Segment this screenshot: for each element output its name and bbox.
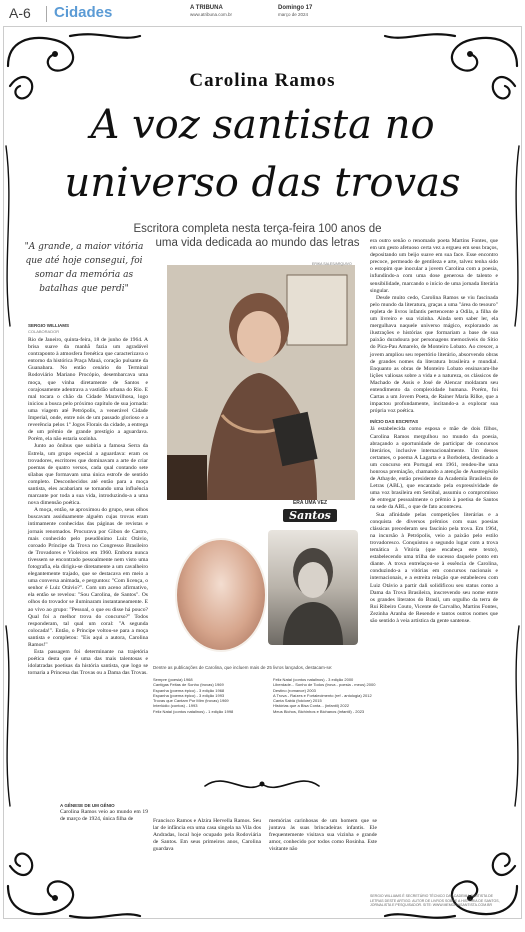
photo-caption: Dentre as publicações de Carolina, que incluem mais de 25 livros lançados, destacam-se: (153, 665, 333, 670)
badge-bottom: Santos (283, 509, 337, 522)
paragraph: Junto ao ônibus que subiria a famosa Serra da Estrela, um grupo especial a aguardava: eram os trovadores, escritores que dominavam a arte de criar poemas de quatro versos, cada qual contando sete sílabas que formavam uma única estrofe de sentido completo. Desconhecidos até então para a moça santista, eles acabariam se tornando uma influência marcante por toda a sua vida, introduzindo-a a uma nova dimensão poética. (28, 443, 148, 507)
paragraph: Sua afinidade pelas competições literárias e a conquista de diversos prêmios com suas poesias clássicas precederam seu fascínio pela trova. Em 1964, na incursão à Petrópolis, veio a paixão pelo estilo trovadoresco. Conquistou o segundo lugar com a trova temática à Vitória (que encabeça este texto), estabelecendo uma trilha de sucesso daquele ponto em diante. A trova entrelaçou-se à essência de Carolina, conduzindo-a a vitórias em concursos nacionais e internacionais, e a estreita relação que estabeleceu com Luiz Otávio a partir dali solidificou seu status como a Dama da Trova Brasileira, inscrevendo seu nome entre os grandes literatos do Brasil, um orgulho da terra de Rui Ribeiro Couto, Vicente de Carvalho, Martins Fontes, Zezinha Aranha de Resende e tantos outros nomes que são sentido à veia artística da gente santense. (370, 511, 498, 624)
work-item: Espanha (poema épico) - 3 edição 1993 (153, 692, 225, 698)
article-kicker: Carolina Ramos (189, 70, 336, 91)
issue-weekday: Domingo 17 (278, 5, 313, 11)
work-item: Sempre (poesia) 1968 (153, 677, 193, 682)
work-item: A Trova - Raízes e Fortalecimento (ref - antologia) 2012 (273, 692, 372, 698)
paragraph: Esta passagem foi determinante na trajetória poética desta que é uma das mais talentosas e idolatradas poetisas da história santista, que logo se tornaria a Princesa das Trovas ou a Dama das Trovas. (28, 649, 148, 677)
section-heading: INÍCIO DAS ESCRITAS (370, 419, 419, 425)
work-item: Trovas que Cantam Por Mim (trovas) 1969 (153, 698, 229, 704)
paragraph: memórias carinhosas de um homem que se juntava às suas brincadeiras infantis. Ele frequentemente visitava sua vizinha e grande amor, conhecido por todos como Rosinha. Este visitante não (269, 818, 377, 853)
header-divider (46, 6, 47, 22)
work-item: Interlúdio (contos) - 1993 (153, 703, 198, 709)
work-item: Feliz Natal (contos natalinos) - 1 edição 1998 (153, 708, 234, 714)
article-column-2 (153, 818, 261, 853)
article-subtitle: Escritora completa nesta terça-feira 100 anos de uma vida dedicada ao mundo das letras (133, 223, 382, 249)
work-item: Canta Sabiá (folclore) 2015 (273, 698, 322, 704)
page-header (0, 0, 525, 26)
article-column-4 (370, 238, 498, 625)
photo-credit: ERIKA SALES/ARQUIVO (312, 262, 352, 266)
section-name: Cidades (54, 4, 113, 21)
young-portrait-photo (268, 530, 358, 645)
paragraph: Desde muito cedo, Carolina Ramos se viu fascinada pelo mundo da literatura, graças a uma "área do tesouro" repleta de livros infantis pertencente a Odila, a filha de um livreiro e sua vizinha. Ainda sem saber ler, ela mergulhava naquele universo mágico, explorando as ilustrações e histórias que formariam a base de sua paixão duradoura por personagens memoráveis do Sítio do Pica-Pau Amarelo, de Monteiro Lobato. Ao crescer, a jovem ampliou seu repertório literário, absorvendo obras de grandes nomes da literatura brasileira e mundial. Enquanto as obras de Monteiro Lobato ensinavam-lhe lições valiosas sobre a vida e a natureza, os clássicos de Machado de Assis e José de Alencar moldaram seu entendimento da complexidade humana. Porém, foi Cartas a um Jovem Poeta, de Rainer Maria Rilke, que a impactou profundamente, incitando-a a explorar sua própria voz poética. (370, 294, 498, 415)
work-item: Meus Bichos, Bichinhos e Bichanos (infantil) - 2023 (273, 708, 365, 714)
paragraph: Rio de Janeiro, quinta-feira, 18 de junho de 1964. A brisa suave da manhã fazia um agradável contraponto à atmosfera frenética que caracterizava o entorno da histórica Praça Mauá, coração pulsante da Guanabara. No então cenário do Terminal Rodoviário Mariano Procópio, desembarcava uma moça, que vinha diretamente de Santos e corajosamente adentrava a vastidão urbana do Rio. E mal tocara o chão da Cidade Maravilhosa, logo iniciou a busca pelo próximo capítulo de sua jornada: uma viagem até Petrópolis, a venerável Cidade Imperial, onde, entre nós de um passado glorioso e a reverência pelos 1º Jogos Florais da cidade, a entrega de um prêmio de grande prestígio a aguardava. Porém, ela não estaria sozinha. (28, 337, 148, 443)
work-item: Feliz Natal (contos natalinos) - 3 edição 2000 (273, 677, 354, 682)
work-item: Destino (romance) 2003 (273, 687, 316, 693)
badge-top: ERA UMA VEZ (292, 500, 328, 506)
paragraph: Francisco Ramos e Alzira Hervella Ramos. Seu lar de infância era uma casa singela na Vila dos Andradas, local hoje ocupado pela Rodoviária de Santos. Em seus primeiros anos, Carolina guardava (153, 818, 261, 853)
young-portrait-illustration (268, 530, 358, 645)
work-item: Espanha (poema épico) - 3 edição 1968 (153, 687, 225, 693)
article-column-1 (28, 337, 148, 678)
series-badge (267, 500, 353, 530)
childhood-photo (175, 538, 267, 652)
issue-date: março de 2024 (278, 12, 309, 17)
works-list-right (273, 677, 383, 714)
paragraph: Carolina Ramos veio ao mundo em 19 de março de 1924, única filha de (60, 809, 148, 823)
work-item: Liberdade... Sonho de Todos (trova - poesia - meus) 2000 (273, 682, 376, 688)
work-item: Histórias que a Bisa Conta... (infantil) 2022 (273, 703, 350, 709)
article-column-3 (269, 818, 377, 853)
byline-author: SERGIO WILLIAMS (28, 323, 69, 328)
author-signature: SERGIO WILLIAMS É SECRETÁRIO TÉCNICO DA ACADEMIA SANTISTA DE LETRAS DESTE ARTIGO. AUTOR DE LIVROS SOBRE A HISTÓRIA DE SANTOS, JORNALISTA E PESQUISADOR. SITE: WWW.MEMORIASANTISTA.COM.BR (370, 894, 500, 907)
newspaper-url: www.atribuna.com.br (190, 12, 233, 17)
headline-line-2: universo das trovas (64, 160, 461, 206)
portrait-illustration (167, 265, 355, 500)
paragraph: era outro senão o renomado poeta Martins Fontes, que em um gesto afetuoso certa vez a ergueu em seus braços, depositando um beijo suave em sua face. Esse encontro precoce, permeado de gentileza e arte, talvez tenha sido o estopim que inocular a jovem Carolina com a poesia, infundindo-a com uma dose generosa de talento e sensibilidade, marcando o início de uma jornada literária singular. (370, 238, 498, 294)
paragraph: Já estabelecida como esposa e mãe de dois filhos, Carolina Ramos mergulhou no mundo da poesia, abraçando a oportunidade de participar de concursos literários, inclusive internacionalmente. Um desses certames, o poema A Lagarta e a Borboleta, destinado a um concurso em Portugal em 1961, rendeu-lhe uma honrosa premiação, chamando a atenção de Austregésilo de Athayde, então presidente da Academia Brasileira de Letras (ABL), que encantado pela expressividade de uma voz brasileira em Setúbal, assumiu o compromisso de entregar pessoalmente o prêmio à poetisa de Santos na sede da ABL, o que de fato aconteceu. (370, 426, 498, 511)
section-heading: A GÊNESE DE UM GÊNIO (60, 803, 115, 808)
byline-role: COLABORADOR (28, 329, 60, 334)
work-item: Cantigas Feitas de Sonho (trovas) 1969 (153, 682, 224, 688)
newspaper-name: A TRIBUNA (190, 5, 223, 11)
main-portrait-photo (167, 265, 355, 500)
works-list-left (153, 677, 263, 714)
pull-quote: "A grande, a maior vitória que até hoje consegui, foi somar da memória as batalhas que perdi" (24, 242, 144, 294)
page-number: A-6 (9, 5, 31, 21)
headline-line-1: A voz santista no (90, 102, 435, 148)
paragraph: A moça, então, se aproximou do grupo, seus olhos buscavam assiduamente alguém cujas trovas eram intimamente conhecidas das páginas de revistas e jornais renomados. Procurava por Gibon de Castro, mais conhecido pelo pseudônimo Luiz Otávio, coroado Príncipe da Trova no Congresso Brasileiro de Trovadores e Violeiros em 1960. Embora nunca tivessem se encontrado pessoalmente nem visto uma fotografia, ela dirigiu-se diretamente a um cavalheiro elegantemente trajado, que se destacava em meio a uma conversa animada, e perguntou: "Com licença, o senhor é Luiz Otávio?". Com um aceno afirmativo, ela então se revelou: "Sou Carolina, de Santos". Os olhos do trovador se iluminaram instantaneamente. E ao vivo ao grupo: "Pessoal, o que eu disse há pouco? Qual foi a melhor trova do concurso?" Todos responderam, tal qual um coral: "A segunda colocada!". Então, o Príncipe voltou-se para a moça santista e completou: "Eis aqui a autora, Carolina Ramos!" (28, 507, 148, 649)
column-1-section (60, 800, 148, 823)
